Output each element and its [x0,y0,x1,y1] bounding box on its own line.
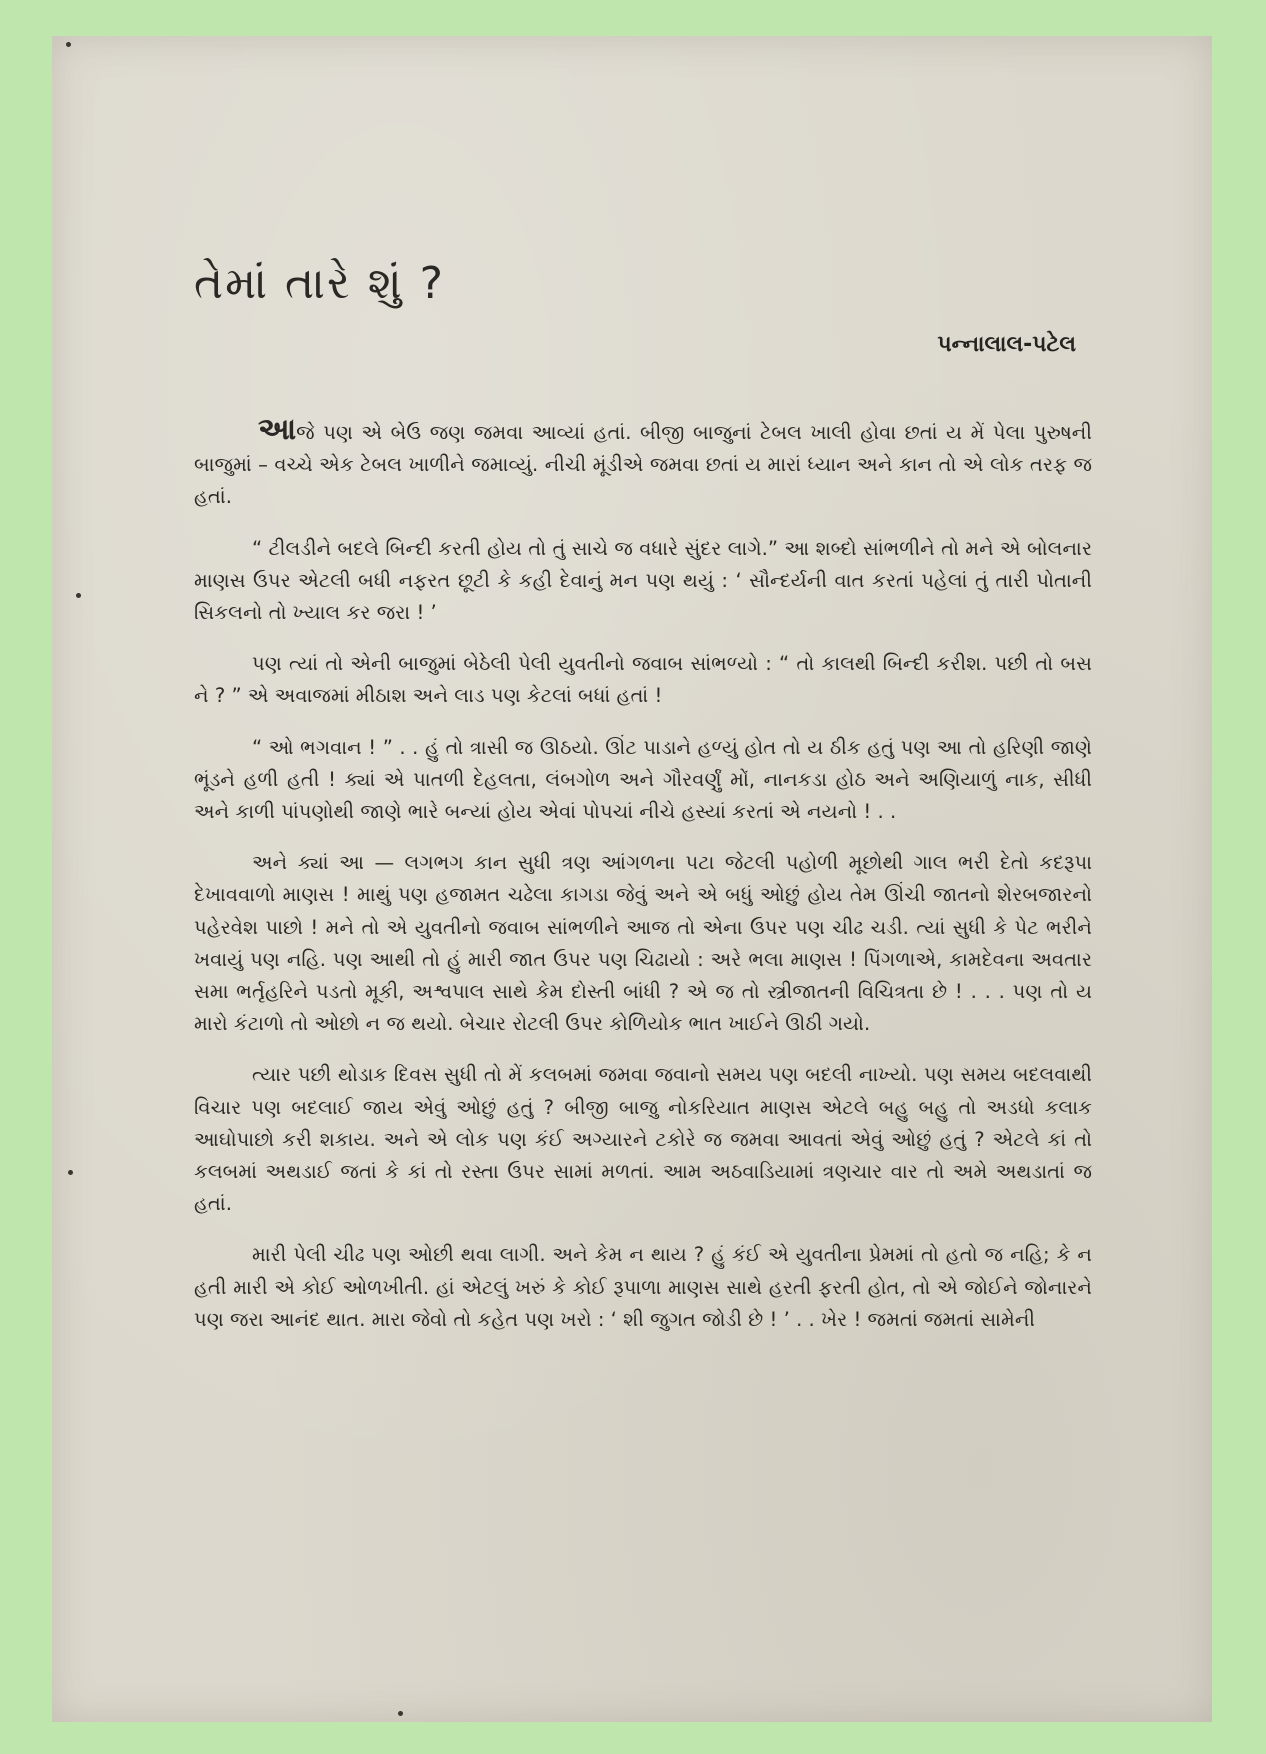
paragraph-1-text: જે પણ એ બેઉ જણ જમવા આવ્યાં હતાં. બીજી બાજુનાં ટેબલ ખાલી હોવા છતાં ય મેં પેલા પુરુષની બાજુમાં – વચ્ચે એક ટેબલ ખાળીને જમાવ્યું. નીચી મૂંડીએ જમવા છતાં ય મારાં ધ્યાન અને કાન તો એ લોક તરફ જ હતાં. [194,421,1092,509]
paragraph-7: મારી પેલી ચીઢ પણ ઓછી થવા લાગી. અને કેમ ન થાય ? હું કંઈ એ યુવતીના પ્રેમમાં તો હતો જ નહિ; કે ન હતી મારી એ કોઈ ઓળખીતી. હાં એટલું ખરું કે કોઈ રૂપાળા માણસ સાથે હરતી ફરતી હોત, તો એ જોઈને જોનારને પણ જરા આનંદ થાત. મારા જેવો તો કહેત પણ ખરો : ‘ શી જુગત જોડી છે ! ’ . . ખેર ! જમતાં જમતાં સામેની [194,1243,1092,1331]
paper-speck [68,1170,73,1175]
paper-speck [66,42,71,47]
paragraph-4: “ ઓ ભગવાન ! ” . . હું તો ત્રાસી જ ઊઠયો. ઊંટ પાડાને હળ્યું હોત તો ય ઠીક હતું પણ આ તો હરિણી જાણે ભૂંડને હળી હતી ! ક્યાં એ પાતળી દેહલતા, લંબગોળ અને ગૌરવર્ણું મોં, નાનકડા હોઠ અને અણિયાળું નાક, સીધી અને કાળી પાંપણોથી જાણે ભારે બન્યાં હોય એવાં પોપચાં નીચે હસ્યાં કરતાં એ નયનો ! . . [194,735,1093,824]
paper-speck [398,1711,403,1716]
paper-speck [76,593,81,598]
drop-cap: આ [258,412,297,447]
story-title: તેમાં તારે શું ? [194,258,445,309]
paragraph-2: “ ટીલડીને બદલે બિન્દી કરતી હોય તો તું સાચે જ વધારે સુંદર લાગે.” આ શબ્દો સાંભળીને તો મને એ બોલનાર માણસ ઉપર એટલી બધી નફરત છૂટી કે કહી દેવાનું મન પણ થયું : ‘ સૌન્દર્યની વાત કરતાં પહેલાં તું તારી પોતાની સિકલનો તો ખ્યાલ કર જરા ! ’ [194,536,1092,625]
scanned-page [52,36,1212,1722]
paragraph-6: ત્યાર પછી થોડાક દિવસ સુધી તો મેં કલબમાં જમવા જવાનો સમય પણ બદલી નાખ્યો. પણ સમય બદલવાથી વિચાર પણ બદલાઈ જાય એવું ઓછું હતું ? બીજી બાજુ નોકરિયાત માણસ એટલે બહુ બહુ તો અડધો કલાક આઘોપાછો કરી શકાય. અને એ લોક પણ કંઈ અગ્યારને ટકોરે જ જમવા આવતાં એવું ઓછું હતું ? એટલે કાં તો કલબમાં અથડાઈ જતાં કે કાં તો રસ્તા ઉપર સામાં મળતાં. આમ અઠવાડિયામાં ત્રણચાર વાર તો અમે અથડાતાં જ હતાં. [194,1063,1092,1216]
paragraph-5: અને ક્યાં આ — લગભગ કાન સુધી ત્રણ આંગળના પટા જેટલી પહોળી મૂછોથી ગાલ ભરી દેતો કદરૂપા દેખાવવાળો માણસ ! માથું પણ હજામત ચઢેલા કાગડા જેવું અને એ બધું ઓછું હોય તેમ ઊંચી જાતનો શેરબજારનો પહેરવેશ પાછો ! મને તો એ યુવતીનો જવાબ સાંભળીને આજ તો એના ઉપર પણ ચીઢ ચડી. ત્યાં સુધી કે પેટ ભરીને ખવાયું પણ નહિ. પણ આથી તો હું મારી જાત ઉપર પણ ચિઢાયો : અરે ભલા માણસ ! પિંગળાએ, કામદેવના અવતાર સમા ભર્તૃહરિને પડતો મૂકી, અશ્વપાલ સાથે કેમ દોસ્તી બાંધી ? એ જ તો સ્ત્રીજાતની વિચિત્રતા છે ! . . . પણ તો ય મારો કંટાળો તો ઓછો ન જ થયો. બેચાર રોટલી ઉપર કોળિયોક ભાત ખાઈને ઊઠી ગયો. [194,851,1092,1036]
paragraph-3: પણ ત્યાં તો એની બાજુમાં બેઠેલી પેલી યુવતીનો જવાબ સાંભળ્યો : “ તો કાલથી બિન્દી કરીશ. પછી તો બસ ને ? ” એ અવાજમાં મીઠાશ અને લાડ પણ કેટલાં બધાં હતાં ! [194,652,1092,708]
paragraph-1 [194,414,1092,514]
story-body [194,414,1092,1355]
author-name: પન્નાલાલ-પટેલ [937,332,1076,357]
